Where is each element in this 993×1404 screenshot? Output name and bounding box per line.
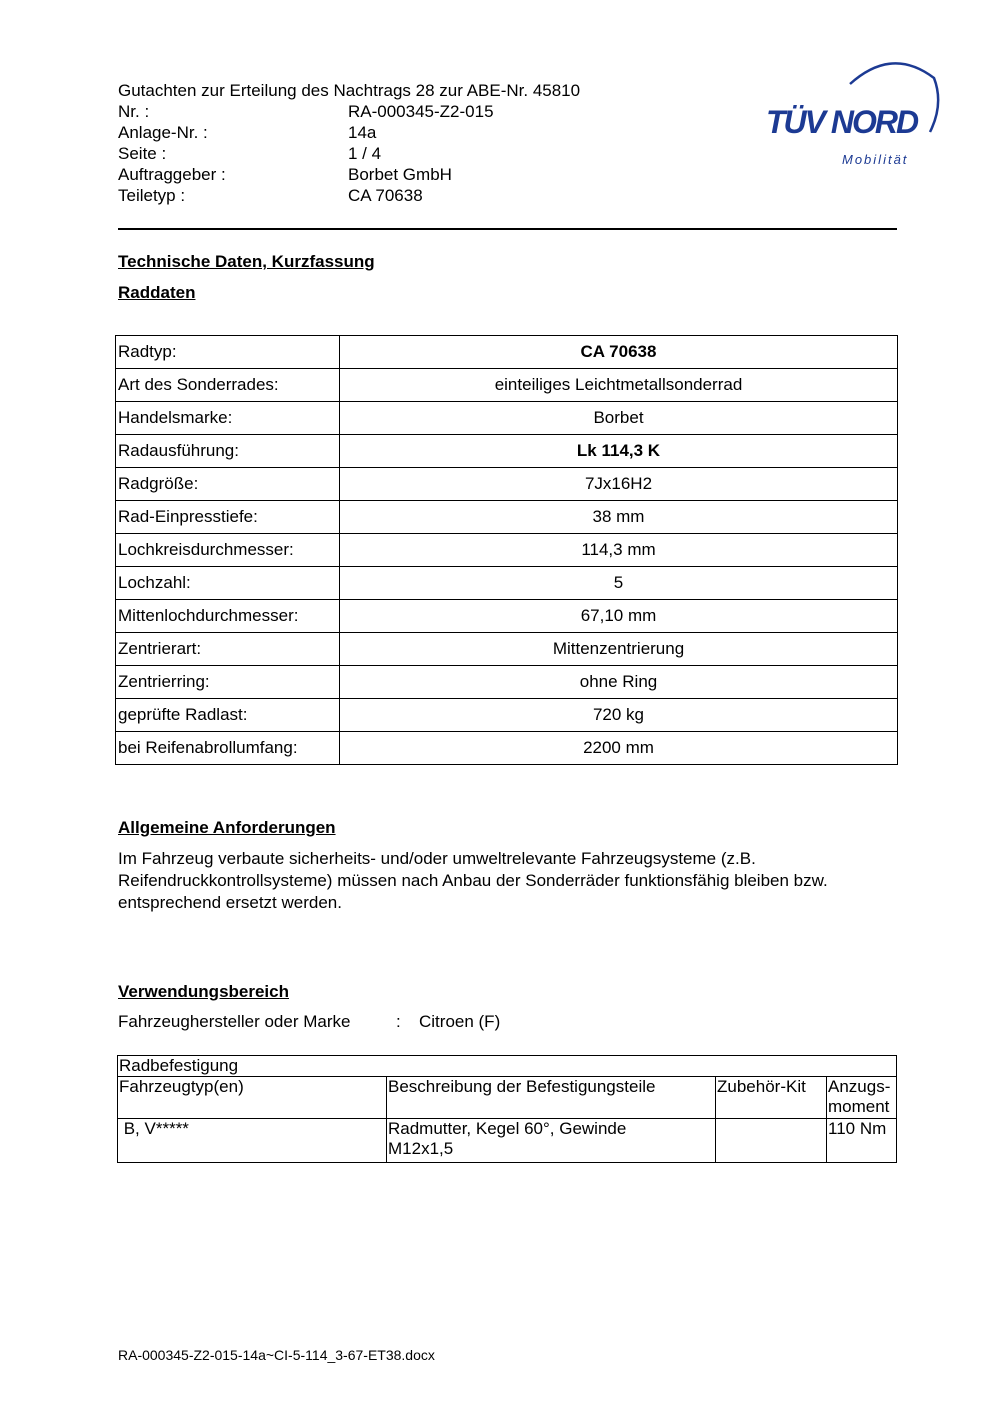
meta-row-seite bbox=[118, 143, 638, 164]
table-row bbox=[116, 369, 898, 402]
table-row bbox=[116, 402, 898, 435]
table-cell bbox=[716, 1119, 827, 1163]
table-row bbox=[116, 699, 898, 732]
table-value: ohne Ring bbox=[340, 666, 898, 699]
meta-label: Auftraggeber : bbox=[118, 165, 226, 184]
table-key: Zentrierart: bbox=[116, 633, 340, 666]
table-value: 5 bbox=[340, 567, 898, 600]
table-cell: Radmutter, Kegel 60°, Gewinde M12x1,5 bbox=[387, 1119, 716, 1163]
table-row bbox=[116, 435, 898, 468]
table-value: 114,3 mm bbox=[340, 534, 898, 567]
table-key: Art des Sonderrades: bbox=[116, 369, 340, 402]
section-heading-verwendung: Verwendungsbereich bbox=[118, 982, 289, 1001]
table-row bbox=[116, 600, 898, 633]
table-row bbox=[116, 567, 898, 600]
table-key: Zentrierring: bbox=[116, 666, 340, 699]
table-value: 720 kg bbox=[340, 699, 898, 732]
section-heading-tech: Technische Daten, Kurzfassung bbox=[118, 252, 375, 271]
table-key: Radgröße: bbox=[116, 468, 340, 501]
meta-label: Anlage-Nr. : bbox=[118, 123, 208, 142]
manufacturer-value: Citroen (F) bbox=[419, 1012, 501, 1031]
table-row bbox=[116, 336, 898, 369]
meta-label: Teiletyp : bbox=[118, 186, 186, 205]
meta-row-anlage bbox=[118, 122, 638, 143]
table-cell: 110 Nm bbox=[827, 1119, 897, 1163]
document-title: Gutachten zur Erteilung des Nachtrags 28 zur ABE-Nr. 45810 bbox=[118, 81, 581, 100]
table-row bbox=[116, 534, 898, 567]
meta-value: RA-000345-Z2-015 bbox=[348, 102, 494, 121]
table-value: 67,10 mm bbox=[340, 600, 898, 633]
meta-row-auftraggeber bbox=[118, 164, 638, 185]
meta-label: Nr. : bbox=[118, 102, 150, 121]
table-row bbox=[116, 666, 898, 699]
table-key: bei Reifenabrollumfang: bbox=[116, 732, 340, 765]
table-row bbox=[116, 633, 898, 666]
section-heading-allgemein: Allgemeine Anforderungen bbox=[118, 818, 336, 837]
table-key: Handelsmarke: bbox=[116, 402, 340, 435]
table-title-row bbox=[118, 1056, 897, 1077]
fixing-table-title: Radbefestigung bbox=[118, 1056, 897, 1077]
footer-filename: RA-000345-Z2-015-14a~CI-5-114_3-67-ET38.docx bbox=[118, 1347, 435, 1363]
table-key: Rad-Einpresstiefe: bbox=[116, 501, 340, 534]
table-row bbox=[118, 1119, 897, 1163]
table-row bbox=[116, 501, 898, 534]
table-row bbox=[116, 732, 898, 765]
table-key: Lochkreisdurchmesser: bbox=[116, 534, 340, 567]
table-row bbox=[116, 468, 898, 501]
meta-row-teiletyp bbox=[118, 185, 638, 206]
meta-label: Seite : bbox=[118, 144, 167, 163]
table-value: Mittenzentrierung bbox=[340, 633, 898, 666]
header-divider bbox=[118, 228, 897, 230]
table-key: Lochzahl: bbox=[116, 567, 340, 600]
meta-value: CA 70638 bbox=[348, 186, 423, 205]
table-key: Mittenlochdurchmesser: bbox=[116, 600, 340, 633]
requirements-paragraph: Im Fahrzeug verbaute sicherheits- und/oder umweltrelevante Fahrzeugsysteme (z.B. Reifendruckkontrollsysteme) müssen nach Anbau der Sonderräder funktionsfähig bleiben bzw. entsprechend ersetzt werden. bbox=[118, 849, 828, 912]
section-heading-raddaten: Raddaten bbox=[118, 283, 196, 302]
wheel-data-table bbox=[115, 335, 898, 765]
meta-row-nr bbox=[118, 101, 638, 122]
table-value: Lk 114,3 K bbox=[340, 435, 898, 468]
table-value: CA 70638 bbox=[340, 336, 898, 369]
column-header: Zubehör-Kit bbox=[716, 1077, 827, 1119]
table-cell: B, V***** bbox=[118, 1119, 387, 1163]
tuv-nord-logo bbox=[762, 58, 942, 173]
meta-value: 1 / 4 bbox=[348, 144, 382, 163]
table-value: 38 mm bbox=[340, 501, 898, 534]
meta-value: 14a bbox=[348, 123, 377, 142]
column-header: Beschreibung der Befestigungsteile bbox=[387, 1077, 716, 1119]
logo-brand: TÜV NORD bbox=[766, 104, 918, 140]
manufacturer-line bbox=[118, 1012, 500, 1032]
column-header: Fahrzeugtyp(en) bbox=[118, 1077, 387, 1119]
column-header: Anzugs- moment bbox=[827, 1077, 897, 1119]
table-key: geprüfte Radlast: bbox=[116, 699, 340, 732]
manufacturer-label: Fahrzeughersteller oder Marke bbox=[118, 1012, 351, 1031]
table-key: Radtyp: bbox=[116, 336, 340, 369]
table-value: einteiliges Leichtmetallsonderrad bbox=[340, 369, 898, 402]
table-key: Radausführung: bbox=[116, 435, 340, 468]
logo-subtitle: Mobilität bbox=[842, 152, 909, 167]
table-value: 2200 mm bbox=[340, 732, 898, 765]
table-value: 7Jx16H2 bbox=[340, 468, 898, 501]
meta-value: Borbet GmbH bbox=[348, 165, 452, 184]
table-header-row bbox=[118, 1077, 897, 1119]
fixing-table bbox=[117, 1055, 897, 1163]
document-header bbox=[118, 80, 638, 206]
table-value: Borbet bbox=[340, 402, 898, 435]
manufacturer-colon: : bbox=[396, 1012, 401, 1031]
